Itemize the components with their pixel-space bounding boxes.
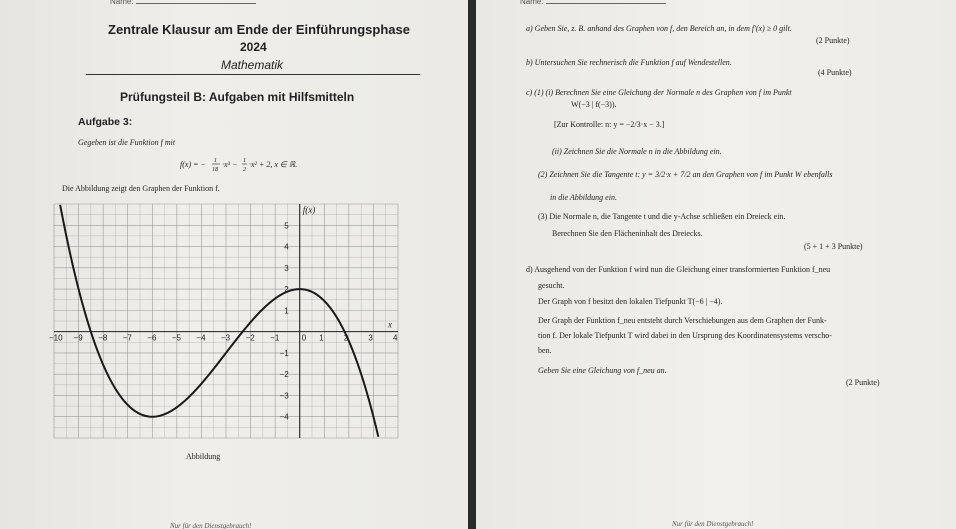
task-c1: c) (1) (i) Berechnen Sie eine Gleichung der Normale n des Graphen von f im Punkt [526,88,792,97]
task-d-line6: ben. [538,346,552,355]
function-definition [180,156,320,178]
exam-year: 2024 [240,40,267,54]
task-c1-ii: (ii) Zeichnen Sie die Normale n in die Abbildung ein. [552,147,722,156]
x-tick-label: −4 [196,333,206,343]
graph-caption: Die Abbildung zeigt den Graphen der Funktion f. [62,184,220,193]
y-tick-label: −4 [279,412,289,422]
x-tick-label: 0 [301,333,307,343]
task-c2-line2: in die Abbildung ein. [550,193,617,202]
task-d-line3: Der Graph von f besitzt den lokalen Tiefpunkt T(−6 | −4). [538,297,723,306]
y-tick-label: −2 [279,370,289,380]
svg-text:·x² + 2, x ∈ ℝ.: ·x² + 2, x ∈ ℝ. [249,160,298,169]
svg-text:1: 1 [214,158,217,164]
name-label: Name: [110,0,134,6]
tick-labels [49,221,398,421]
grid [54,204,398,438]
x-tick-label: −9 [73,333,83,343]
x-tick-label: −10 [49,333,63,343]
x-tick-label: 3 [368,333,373,343]
task-b-points: (4 Punkte) [818,68,852,77]
task-b: b) Untersuchen Sie rechnerisch die Funktion f auf Wendestellen. [526,58,732,67]
left-footer: Nur für den Dienstgebrauch! [170,522,252,529]
figure-label: Abbildung [186,452,221,461]
y-tick-label: −1 [279,348,289,358]
name-rule [136,3,256,4]
title-divider [86,74,420,75]
task-d-line5: tion f. Der lokale Tiefpunkt T wird dabei in den Ursprung des Koordinatensystems verscho- [538,331,832,340]
part-heading: Prüfungsteil B: Aufgaben mit Hilfsmitteln [120,90,355,104]
task-c1-point: W(−3 | f(−3)). [571,100,617,109]
task-a: a) Geben Sie, z. B. anhand des Graphen von f, den Bereich an, in dem f′(x) ≥ 0 gilt. [526,24,792,33]
x-tick-label: 1 [319,333,324,343]
svg-text:18: 18 [212,167,218,173]
name-field-right [520,0,666,6]
task-d-line7: Geben Sie eine Gleichung von f_neu an. [538,366,667,375]
x-tick-label: −3 [221,333,231,343]
y-tick-label: 4 [284,242,289,252]
exam-title: Zentrale Klausur am Ende der Einführungsphase [108,22,410,37]
svg-text:2: 2 [243,167,246,173]
function-graph [48,196,408,446]
x-tick-label: 4 [393,333,398,343]
x-tick-label: −6 [147,333,157,343]
x-tick-label: −8 [98,333,108,343]
function-curve [60,205,378,437]
y-tick-label: 2 [284,285,289,295]
name-field [110,0,256,6]
exam-subject: Mathematik [221,58,284,72]
y-tick-label: −3 [279,391,289,401]
task-c2-line1: (2) Zeichnen Sie die Tangente t: y = 3/2·x + 7/2 an den Graphen von f im Punkt W ebenfalls [538,170,833,179]
name-label-right: Name: [520,0,544,6]
x-tick-label: 2 [343,333,349,343]
task-d-points: (2 Punkte) [846,378,880,387]
x-tick-label: −5 [171,333,181,343]
x-tick-label: −2 [245,333,255,343]
x-tick-label: −7 [122,333,132,343]
y-axis-label: f(x) [302,205,316,215]
x-tick-label: −1 [270,333,280,343]
task-c-points: (5 + 1 + 3 Punkte) [804,242,863,251]
task-a-points: (2 Punkte) [816,36,850,45]
y-tick-label: 5 [284,221,289,231]
y-tick-label: 1 [284,306,289,316]
x-axis-label: x [388,319,392,330]
left-exam-page [0,0,468,529]
svg-text:f(x) = −: f(x) = − [180,160,206,169]
task-heading: Aufgabe 3: [78,116,133,128]
right-exam-page [476,0,956,529]
function-formula [180,156,320,176]
task-c3-line2: Berechnen Sie den Flächeninhalt des Dreiecks. [552,229,703,238]
name-rule-right [546,3,666,4]
task-c3-line1: (3) Die Normale n, die Tangente t und die y-Achse schließen ein Dreieck ein. [538,212,786,221]
task-d-line2: gesucht. [538,281,565,290]
intro-text: Gegeben ist die Funktion f mit [78,138,176,147]
task-d-line1: d) Ausgehend von der Funktion f wird nun die Gleichung einer transformierten Funktion f_neu [526,265,831,274]
task-d-line4: Der Graph der Funktion f_neu entsteht durch Verschiebungen aus dem Graphen der Funk- [538,316,827,325]
svg-text:1: 1 [243,158,246,164]
task-c1-check: [Zur Kontrolle: n: y = −2/3·x − 3.] [554,120,665,129]
right-footer: Nur für den Dienstgebrauch! [672,520,754,528]
svg-text:·x³ −: ·x³ − [222,160,238,169]
y-tick-label: 3 [284,263,289,273]
